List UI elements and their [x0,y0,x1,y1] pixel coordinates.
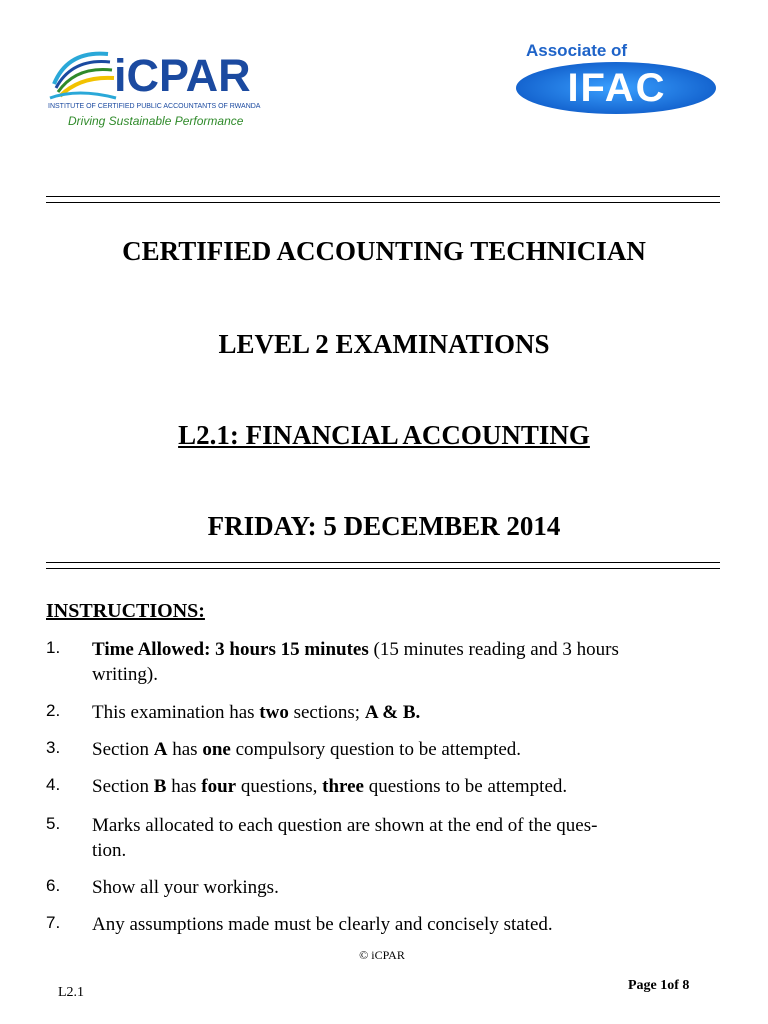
top-divider [46,196,720,203]
icpar-institute-name: INSTITUTE OF CERTIFIED PUBLIC ACCOUNTANTS OF RWANDA [48,103,261,110]
instruction-line: Marks allocated to each question are shown at the end of the ques- [92,815,598,836]
icpar-tagline: Driving Sustainable Performance [68,114,244,128]
ifac-associate-text: Associate of [526,41,628,60]
instruction-number: 7. [46,913,61,932]
sunburst-icon [48,44,118,102]
ifac-logo [514,40,720,116]
programme-title: CERTIFIED ACCOUNTING TECHNICIAN [122,236,646,266]
instructions-heading: INSTRUCTIONS: [46,600,205,622]
instruction-text [92,813,720,863]
ifac-wordmark: IFAC [567,66,667,110]
icpar-wordmark: iCPAR [114,50,251,101]
instruction-text: Section A has one compulsory question to be attempted. [92,739,522,760]
instruction-text: Section B has four questions, three questions to be attempted. [92,776,568,797]
instruction-number: 2. [46,701,61,720]
icpar-logo [48,44,296,134]
instruction-text: Time Allowed: 3 hours 15 minutes (15 minutes reading and 3 hours writing). [92,639,619,685]
bottom-divider [46,562,720,569]
instruction-number: 5. [46,814,61,833]
footer-paper-code: L2.1 [58,985,85,1000]
exam-date: FRIDAY: 5 DECEMBER 2014 [207,511,561,541]
instruction-number: 4. [46,775,61,794]
instruction-number: 3. [46,738,61,757]
instruction-number: 1. [46,638,61,657]
page-number: Page 1of 8 [628,978,690,993]
instruction-number: 6. [46,876,61,895]
copyright-notice: © iCPAR [359,948,405,962]
instruction-line: tion. [92,840,127,861]
instruction-text: Any assumptions made must be clearly and concisely stated. [92,914,553,935]
instruction-text: This examination has two sections; A & B. [92,702,421,723]
paper-title: L2.1: FINANCIAL ACCOUNTING [178,420,590,450]
level-title: LEVEL 2 EXAMINATIONS [218,329,550,359]
instruction-text: Show all your workings. [92,877,279,898]
